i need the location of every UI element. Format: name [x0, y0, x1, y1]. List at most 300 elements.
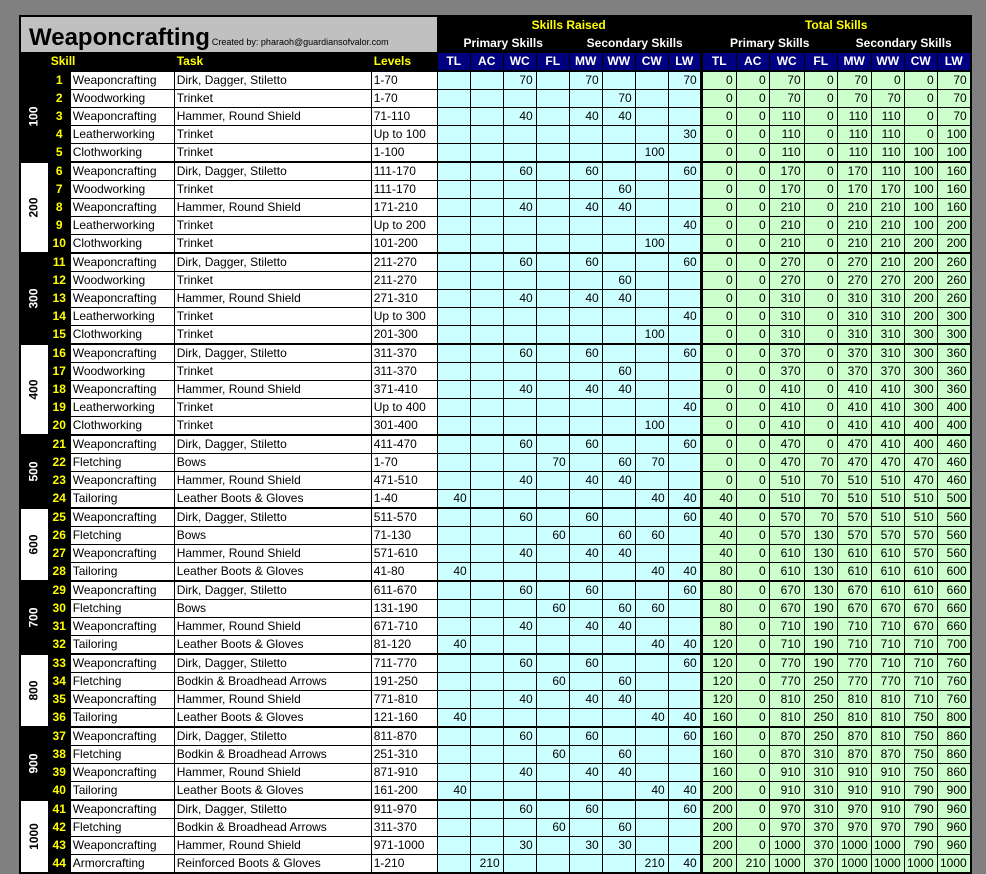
raised-value-cell [470, 508, 503, 527]
total-value-cell: 0 [701, 363, 736, 381]
total-value-cell: 210 [837, 199, 871, 217]
level-group-text: 200 [26, 197, 41, 218]
total-value-cell: 570 [904, 545, 937, 563]
raised-value-cell: 100 [635, 417, 668, 436]
total-value-cell: 0 [736, 90, 769, 108]
raised-value-cell [668, 381, 701, 399]
total-value-cell: 160 [701, 727, 736, 746]
total-value-cell: 1000 [837, 837, 871, 855]
raised-value-cell [602, 782, 635, 801]
raised-value-cell [470, 800, 503, 819]
total-value-cell: 910 [871, 764, 904, 782]
raised-value-cell [569, 272, 602, 290]
total-value-cell: 910 [769, 782, 804, 801]
total-value-cell: 810 [769, 709, 804, 728]
raised-value-cell [536, 399, 569, 417]
raised-value-cell [536, 108, 569, 126]
raised-value-cell [470, 709, 503, 728]
total-value-cell: 0 [904, 71, 937, 90]
total-value-cell: 400 [937, 399, 970, 417]
total-value-cell: 870 [837, 746, 871, 764]
raised-value-cell: 60 [536, 600, 569, 618]
level-group-label [21, 344, 49, 435]
raised-value-cell [536, 636, 569, 655]
level-group-text: 1000 [26, 823, 41, 850]
total-value-cell: 250 [804, 691, 837, 709]
raised-value-cell: 40 [635, 782, 668, 801]
total-value-cell: 110 [837, 144, 871, 163]
title-block [21, 17, 438, 53]
table-row [21, 326, 971, 345]
table-row [21, 727, 971, 746]
row-number: 40 [48, 782, 70, 801]
raised-value-cell: 70 [602, 90, 635, 108]
total-value-cell: 460 [937, 435, 970, 454]
total-value-cell: 960 [937, 837, 970, 855]
raised-value-cell [635, 381, 668, 399]
total-value-cell: 900 [937, 782, 970, 801]
skill-cell: Weaponcrafting [70, 581, 174, 600]
total-value-cell: 610 [871, 545, 904, 563]
total-value-cell: 0 [736, 764, 769, 782]
total-tl-column-header: TL [701, 53, 736, 72]
total-value-cell: 0 [736, 800, 769, 819]
row-number: 18 [48, 381, 70, 399]
total-value-cell: 970 [871, 819, 904, 837]
total-value-cell: 770 [769, 654, 804, 673]
row-number: 33 [48, 654, 70, 673]
total-value-cell: 610 [837, 563, 871, 582]
raised-value-cell [437, 363, 470, 381]
raised-value-cell [437, 654, 470, 673]
level-group-text: 100 [26, 106, 41, 127]
total-value-cell: 670 [904, 600, 937, 618]
total-value-cell: 130 [804, 563, 837, 582]
total-value-cell: 0 [871, 71, 904, 90]
total-value-cell: 170 [769, 162, 804, 181]
levels-cell: 911-970 [371, 800, 437, 819]
total-value-cell: 0 [736, 581, 769, 600]
total-value-cell: 110 [769, 126, 804, 144]
total-value-cell: 0 [701, 326, 736, 345]
total-value-cell: 80 [701, 600, 736, 618]
total-value-cell: 300 [904, 399, 937, 417]
total-value-cell: 190 [804, 618, 837, 636]
raised-value-cell [569, 490, 602, 509]
total-value-cell: 860 [937, 746, 970, 764]
raised-value-cell: 210 [470, 855, 503, 873]
skill-cell: Tailoring [70, 563, 174, 582]
raised-value-cell [569, 746, 602, 764]
raised-value-cell [668, 746, 701, 764]
total-value-cell: 660 [937, 618, 970, 636]
levels-cell: 211-270 [371, 272, 437, 290]
total-value-cell: 160 [937, 162, 970, 181]
raised-value-cell [503, 217, 536, 235]
raised-value-cell [503, 144, 536, 163]
total-value-cell: 710 [837, 618, 871, 636]
raised-value-cell: 40 [569, 618, 602, 636]
raised-value-cell [635, 344, 668, 363]
raised-value-cell [602, 399, 635, 417]
raised-value-cell: 40 [569, 691, 602, 709]
raised-value-cell [536, 727, 569, 746]
total-value-cell: 910 [837, 764, 871, 782]
raised-value-cell [470, 837, 503, 855]
levels-cell: 811-870 [371, 727, 437, 746]
raised-value-cell: 40 [602, 691, 635, 709]
total-value-cell: 0 [736, 71, 769, 90]
raised-value-cell [470, 217, 503, 235]
raised-value-cell [536, 326, 569, 345]
total-fl-column-header: FL [804, 53, 837, 72]
total-value-cell: 400 [904, 435, 937, 454]
table-row [21, 490, 971, 509]
total-value-cell: 110 [871, 108, 904, 126]
raised-value-cell: 40 [602, 290, 635, 308]
raised-value-cell: 40 [503, 764, 536, 782]
total-value-cell: 770 [769, 673, 804, 691]
total-value-cell: 910 [871, 782, 904, 801]
total-value-cell: 710 [837, 636, 871, 655]
total-value-cell: 770 [837, 654, 871, 673]
total-value-cell: 770 [837, 673, 871, 691]
table-row [21, 199, 971, 217]
raised-value-cell: 40 [569, 381, 602, 399]
raised-value-cell: 60 [569, 800, 602, 819]
raised-value-cell [668, 764, 701, 782]
raised-value-cell [437, 435, 470, 454]
total-value-cell: 410 [871, 381, 904, 399]
total-primary-header: Primary Skills [701, 35, 837, 53]
levels-cell: 671-710 [371, 618, 437, 636]
total-value-cell: 0 [701, 417, 736, 436]
levels-column-header: Levels [371, 53, 437, 72]
total-value-cell: 210 [736, 855, 769, 873]
raised-value-cell [470, 344, 503, 363]
total-cw-column-header: CW [904, 53, 937, 72]
total-value-cell: 100 [904, 217, 937, 235]
table-row [21, 435, 971, 454]
total-value-cell: 760 [937, 654, 970, 673]
task-cell: Dirk, Dagger, Stiletto [174, 654, 371, 673]
total-value-cell: 0 [701, 308, 736, 326]
total-value-cell: 0 [736, 108, 769, 126]
total-value-cell: 310 [769, 308, 804, 326]
total-value-cell: 800 [937, 709, 970, 728]
table-row [21, 108, 971, 126]
total-value-cell: 510 [871, 490, 904, 509]
table-row [21, 673, 971, 691]
raised-value-cell: 30 [503, 837, 536, 855]
raised-value-cell: 40 [503, 691, 536, 709]
raised-value-cell: 60 [668, 162, 701, 181]
raised-value-cell: 60 [602, 819, 635, 837]
raised-value-cell [635, 618, 668, 636]
total-value-cell: 0 [736, 308, 769, 326]
total-value-cell: 210 [837, 217, 871, 235]
total-value-cell: 0 [736, 673, 769, 691]
table-row [21, 253, 971, 272]
total-value-cell: 0 [804, 290, 837, 308]
raised-value-cell [503, 673, 536, 691]
raised-value-cell: 60 [668, 508, 701, 527]
total-value-cell: 300 [904, 363, 937, 381]
raised-value-cell [437, 454, 470, 472]
raised-value-cell [470, 199, 503, 217]
raised-cw-column-header: CW [635, 53, 668, 72]
raised-value-cell [470, 90, 503, 108]
row-number: 28 [48, 563, 70, 582]
raised-value-cell [635, 363, 668, 381]
raised-value-cell [437, 837, 470, 855]
raised-value-cell [536, 545, 569, 563]
raised-value-cell: 40 [503, 472, 536, 490]
skill-cell: Leatherworking [70, 399, 174, 417]
raised-value-cell [470, 527, 503, 545]
raised-value-cell [503, 363, 536, 381]
total-value-cell: 960 [937, 819, 970, 837]
raised-value-cell [635, 508, 668, 527]
raised-value-cell [503, 181, 536, 199]
total-value-cell: 0 [804, 90, 837, 108]
raised-value-cell [635, 800, 668, 819]
raised-value-cell [503, 855, 536, 873]
skill-cell: Fletching [70, 673, 174, 691]
skill-cell: Clothworking [70, 326, 174, 345]
total-value-cell: 120 [701, 654, 736, 673]
table-row [21, 855, 971, 873]
raised-value-cell [569, 399, 602, 417]
total-value-cell: 0 [804, 162, 837, 181]
raised-value-cell [470, 636, 503, 655]
total-value-cell: 260 [937, 290, 970, 308]
total-value-cell: 570 [904, 527, 937, 545]
raised-value-cell [635, 435, 668, 454]
levels-cell: Up to 200 [371, 217, 437, 235]
total-value-cell: 0 [804, 381, 837, 399]
raised-value-cell [668, 545, 701, 563]
raised-value-cell [437, 90, 470, 108]
raised-value-cell: 40 [668, 308, 701, 326]
levels-cell: 471-510 [371, 472, 437, 490]
levels-cell: 161-200 [371, 782, 437, 801]
skill-cell: Leatherworking [70, 308, 174, 326]
raised-value-cell: 60 [536, 746, 569, 764]
raised-value-cell [470, 581, 503, 600]
total-value-cell: 600 [937, 563, 970, 582]
total-value-cell: 310 [804, 782, 837, 801]
task-cell: Bows [174, 527, 371, 545]
raised-value-cell: 40 [668, 217, 701, 235]
raised-value-cell: 40 [602, 199, 635, 217]
total-value-cell: 170 [837, 162, 871, 181]
raised-value-cell [602, 855, 635, 873]
raised-value-cell [536, 691, 569, 709]
raised-value-cell [635, 199, 668, 217]
raised-value-cell [602, 144, 635, 163]
raised-value-cell [536, 199, 569, 217]
raised-value-cell [569, 417, 602, 436]
total-value-cell: 0 [701, 162, 736, 181]
raised-value-cell [437, 527, 470, 545]
levels-cell: 201-300 [371, 326, 437, 345]
raised-value-cell [668, 90, 701, 108]
raised-value-cell [470, 290, 503, 308]
row-number: 2 [48, 90, 70, 108]
total-value-cell: 310 [804, 800, 837, 819]
level-group-text: 600 [26, 534, 41, 555]
skill-cell: Fletching [70, 527, 174, 545]
raised-value-cell [437, 399, 470, 417]
total-value-cell: 300 [904, 326, 937, 345]
level-group-label [21, 800, 49, 873]
raised-value-cell: 40 [668, 855, 701, 873]
total-value-cell: 0 [804, 308, 837, 326]
levels-cell: 771-810 [371, 691, 437, 709]
raised-value-cell [668, 819, 701, 837]
raised-value-cell: 40 [569, 199, 602, 217]
raised-value-cell: 40 [602, 764, 635, 782]
skill-cell: Fletching [70, 746, 174, 764]
level-group-text: 400 [26, 379, 41, 400]
row-number: 17 [48, 363, 70, 381]
total-value-cell: 910 [871, 800, 904, 819]
raised-value-cell [668, 326, 701, 345]
total-value-cell: 260 [937, 272, 970, 290]
raised-value-cell: 60 [503, 344, 536, 363]
total-value-cell: 250 [804, 727, 837, 746]
raised-value-cell [470, 162, 503, 181]
raised-value-cell [635, 71, 668, 90]
task-cell: Dirk, Dagger, Stiletto [174, 162, 371, 181]
raised-value-cell [503, 819, 536, 837]
task-cell: Hammer, Round Shield [174, 290, 371, 308]
total-value-cell: 0 [736, 636, 769, 655]
total-value-cell: 210 [837, 235, 871, 254]
row-number: 21 [48, 435, 70, 454]
total-value-cell: 310 [804, 764, 837, 782]
total-value-cell: 470 [904, 472, 937, 490]
total-value-cell: 410 [769, 381, 804, 399]
total-value-cell: 410 [769, 417, 804, 436]
raised-value-cell: 60 [668, 344, 701, 363]
total-value-cell: 100 [937, 144, 970, 163]
task-cell: Hammer, Round Shield [174, 545, 371, 563]
total-value-cell: 460 [937, 454, 970, 472]
raised-value-cell [536, 290, 569, 308]
raised-value-cell: 30 [569, 837, 602, 855]
level-group-text: 300 [26, 288, 41, 309]
total-value-cell: 1000 [769, 855, 804, 873]
total-value-cell: 0 [804, 108, 837, 126]
raised-value-cell: 60 [635, 527, 668, 545]
raised-value-cell [536, 71, 569, 90]
raised-value-cell: 40 [437, 782, 470, 801]
raised-value-cell [536, 363, 569, 381]
row-number: 3 [48, 108, 70, 126]
total-value-cell: 470 [837, 435, 871, 454]
row-number: 16 [48, 344, 70, 363]
task-cell: Hammer, Round Shield [174, 691, 371, 709]
total-value-cell: 750 [904, 709, 937, 728]
table-row [21, 217, 971, 235]
raised-value-cell [470, 181, 503, 199]
levels-cell: 1-70 [371, 90, 437, 108]
table-row [21, 363, 971, 381]
raised-value-cell: 40 [503, 545, 536, 563]
raised-value-cell [569, 782, 602, 801]
raised-value-cell [536, 855, 569, 873]
table-row [21, 126, 971, 144]
total-value-cell: 560 [937, 527, 970, 545]
task-cell: Trinket [174, 126, 371, 144]
task-cell: Hammer, Round Shield [174, 108, 371, 126]
raised-value-cell [503, 90, 536, 108]
total-value-cell: 0 [904, 90, 937, 108]
total-value-cell: 670 [904, 618, 937, 636]
total-value-cell: 0 [701, 217, 736, 235]
raised-value-cell [569, 144, 602, 163]
levels-cell: 411-470 [371, 435, 437, 454]
total-value-cell: 0 [736, 454, 769, 472]
total-value-cell: 0 [701, 71, 736, 90]
task-cell: Trinket [174, 363, 371, 381]
total-value-cell: 610 [769, 563, 804, 582]
row-number: 43 [48, 837, 70, 855]
raised-value-cell [437, 691, 470, 709]
table-row [21, 636, 971, 655]
skill-cell: Tailoring [70, 782, 174, 801]
raised-value-cell [470, 108, 503, 126]
total-value-cell: 370 [871, 363, 904, 381]
total-value-cell: 0 [804, 71, 837, 90]
raised-value-cell [602, 709, 635, 728]
raised-value-cell [569, 673, 602, 691]
raised-value-cell: 60 [536, 673, 569, 691]
raised-value-cell [503, 709, 536, 728]
task-cell: Trinket [174, 217, 371, 235]
raised-value-cell [668, 454, 701, 472]
task-cell: Leather Boots & Gloves [174, 563, 371, 582]
raised-value-cell [437, 162, 470, 181]
skill-cell: Woodworking [70, 272, 174, 290]
total-value-cell: 0 [804, 181, 837, 199]
task-cell: Leather Boots & Gloves [174, 636, 371, 655]
raised-value-cell [470, 490, 503, 509]
table-row [21, 800, 971, 819]
raised-value-cell [503, 563, 536, 582]
raised-value-cell [569, 600, 602, 618]
levels-cell: 251-310 [371, 746, 437, 764]
total-value-cell: 70 [937, 108, 970, 126]
total-value-cell: 0 [736, 253, 769, 272]
raised-value-cell: 40 [668, 563, 701, 582]
total-value-cell: 160 [701, 764, 736, 782]
skill-cell: Weaponcrafting [70, 837, 174, 855]
raised-value-cell [536, 764, 569, 782]
total-value-cell: 0 [701, 181, 736, 199]
raised-value-cell: 40 [602, 108, 635, 126]
skill-cell: Weaponcrafting [70, 108, 174, 126]
raised-value-cell: 60 [569, 435, 602, 454]
total-value-cell: 200 [701, 819, 736, 837]
raised-value-cell [602, 344, 635, 363]
raised-value-cell: 40 [569, 290, 602, 308]
total-value-cell: 200 [904, 272, 937, 290]
raised-value-cell [635, 654, 668, 673]
raised-value-cell [569, 709, 602, 728]
